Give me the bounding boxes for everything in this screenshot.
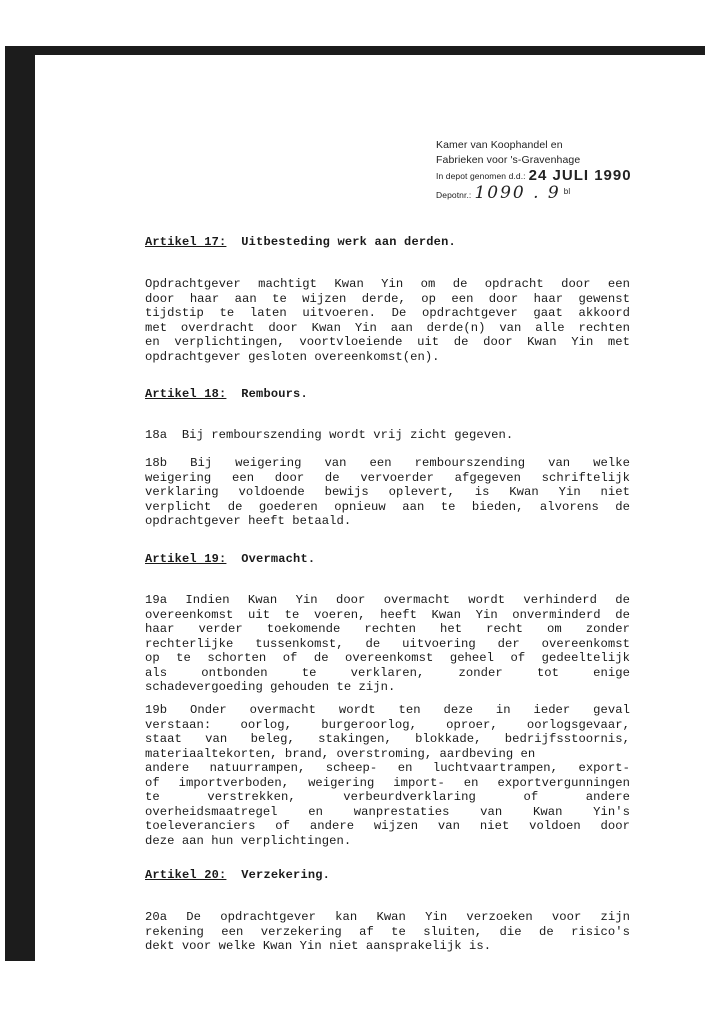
article-17-title: Uitbesteding werk aan derden. xyxy=(241,235,456,249)
article-19a-paragraph xyxy=(145,593,630,695)
text-line: rechterlijke tussenkomst, de uitvoering der overeenkomst xyxy=(145,636,630,651)
article-19b-paragraph xyxy=(145,703,630,848)
article-19-title: Overmacht. xyxy=(241,552,316,566)
text-line: deze aan hun verplichtingen. xyxy=(145,833,352,848)
text-line: haar verder toekomende rechten het recht om zonder xyxy=(145,622,630,636)
text-line: 18b Bij weigering van een rembourszending van welke xyxy=(145,456,630,470)
stamp-depot-number: 1090 . 9 xyxy=(474,183,561,203)
stamp-line-1: Kamer van Koophandel en xyxy=(436,139,563,151)
article-20-heading xyxy=(145,868,330,882)
registry-stamp xyxy=(436,138,666,203)
text-line: materiaaltekorten, brand, overstroming, aardbeving en xyxy=(145,746,536,761)
scan-shadow-top xyxy=(5,46,705,55)
stamp-deposit-label: In depot genomen d.d.: xyxy=(436,171,526,181)
stamp-deposit-date: 24 JULI 1990 xyxy=(528,167,632,184)
text-line: dekt voor welke Kwan Yin niet aansprakelijk is. xyxy=(145,939,492,953)
text-line: te verstrekken, verbeurdverklaring of andere xyxy=(145,790,630,804)
text-line: 20a De opdrachtgever kan Kwan Yin verzoeken voor zijn xyxy=(145,910,630,924)
text-line: andere natuurrampen, scheep- en luchtvaartrampen, export- xyxy=(145,761,630,775)
text-line: Opdrachtgever machtigt Kwan Yin om de opdracht door een xyxy=(145,277,630,291)
text-line: als ontbonden te verklaren, zonder tot enige xyxy=(145,665,630,680)
scan-shadow-left xyxy=(5,53,35,961)
text-line: overeenkomst uit te voeren, heeft Kwan Yin onverminderd de xyxy=(145,607,630,622)
article-17-paragraph xyxy=(145,277,630,364)
text-line: staat van beleg, stakingen, blokkade, bedrijfsstoornis, xyxy=(145,732,630,746)
text-line: 19a Indien Kwan Yin door overmacht wordt verhinderd de xyxy=(145,593,630,607)
text-line: schadevergoeding gehouden te zijn. xyxy=(145,680,396,694)
text-line: weigering een door de vervoerder afgegeven schriftelijk xyxy=(145,470,630,485)
text-line: overheidsmaatregel en wanprestaties van Kwan Yin's xyxy=(145,804,630,819)
stamp-depot-label: Depotnr.: xyxy=(436,190,472,200)
article-20-label: Artikel 20: xyxy=(145,868,227,882)
stamp-line-2: Fabrieken voor 's-Gravenhage xyxy=(436,154,581,166)
text-line: rekening een verzekering af te sluiten, die de risico's xyxy=(145,924,630,939)
text-line: verstaan: oorlog, burgeroorlog, oproer, oorlogsgevaar, xyxy=(145,717,630,732)
text-line: verklaring voldoende bewijs oplevert, is Kwan Yin niet xyxy=(145,485,630,499)
article-18-heading xyxy=(145,387,308,401)
article-17-label: Artikel 17: xyxy=(145,235,227,249)
article-18-title: Rembours. xyxy=(241,387,308,401)
stamp-deposit-line xyxy=(436,168,666,184)
text-line: en verplichtingen, voortvloeiende uit de door Kwan Yin met xyxy=(145,335,630,349)
article-19-label: Artikel 19: xyxy=(145,552,227,566)
stamp-depot-line xyxy=(436,184,666,203)
article-20-title: Verzekering. xyxy=(241,868,331,882)
article-20a-paragraph xyxy=(145,910,630,954)
text-line: opdrachtgever gesloten overeenkomst(en). xyxy=(145,349,440,364)
article-17-heading xyxy=(145,235,456,249)
text-line: door haar aan te wijzen derde, op een door haar gewenst xyxy=(145,291,630,306)
article-18a-paragraph xyxy=(145,428,630,443)
text-line: 19b Onder overmacht wordt ten deze in ieder geval xyxy=(145,703,630,717)
article-18-label: Artikel 18: xyxy=(145,387,227,401)
stamp-depot-suffix: bl xyxy=(563,187,571,196)
article-18b-paragraph xyxy=(145,456,630,529)
text-line: of importverboden, weigering import- en exportvergunningen xyxy=(145,775,630,790)
article-19-heading xyxy=(145,552,315,566)
text-line: opdrachtgever heeft betaald. xyxy=(145,514,352,528)
text-line: op te schorten of de overeenkomst geheel of gedeeltelijk xyxy=(145,651,630,665)
text-line: toeleveranciers of andere wijzen van niet voldoen door xyxy=(145,819,630,833)
text-line: 18a Bij rembourszending wordt vrij zicht gegeven. xyxy=(145,428,514,442)
text-line: met overdracht door Kwan Yin aan derde(n) van alle rechten xyxy=(145,320,630,335)
text-line: verplicht de goederen opnieuw aan te bieden, alvorens de xyxy=(145,499,630,514)
text-line: tijdstip te laten uitvoeren. De opdrachtgever gaat akkoord xyxy=(145,306,630,320)
